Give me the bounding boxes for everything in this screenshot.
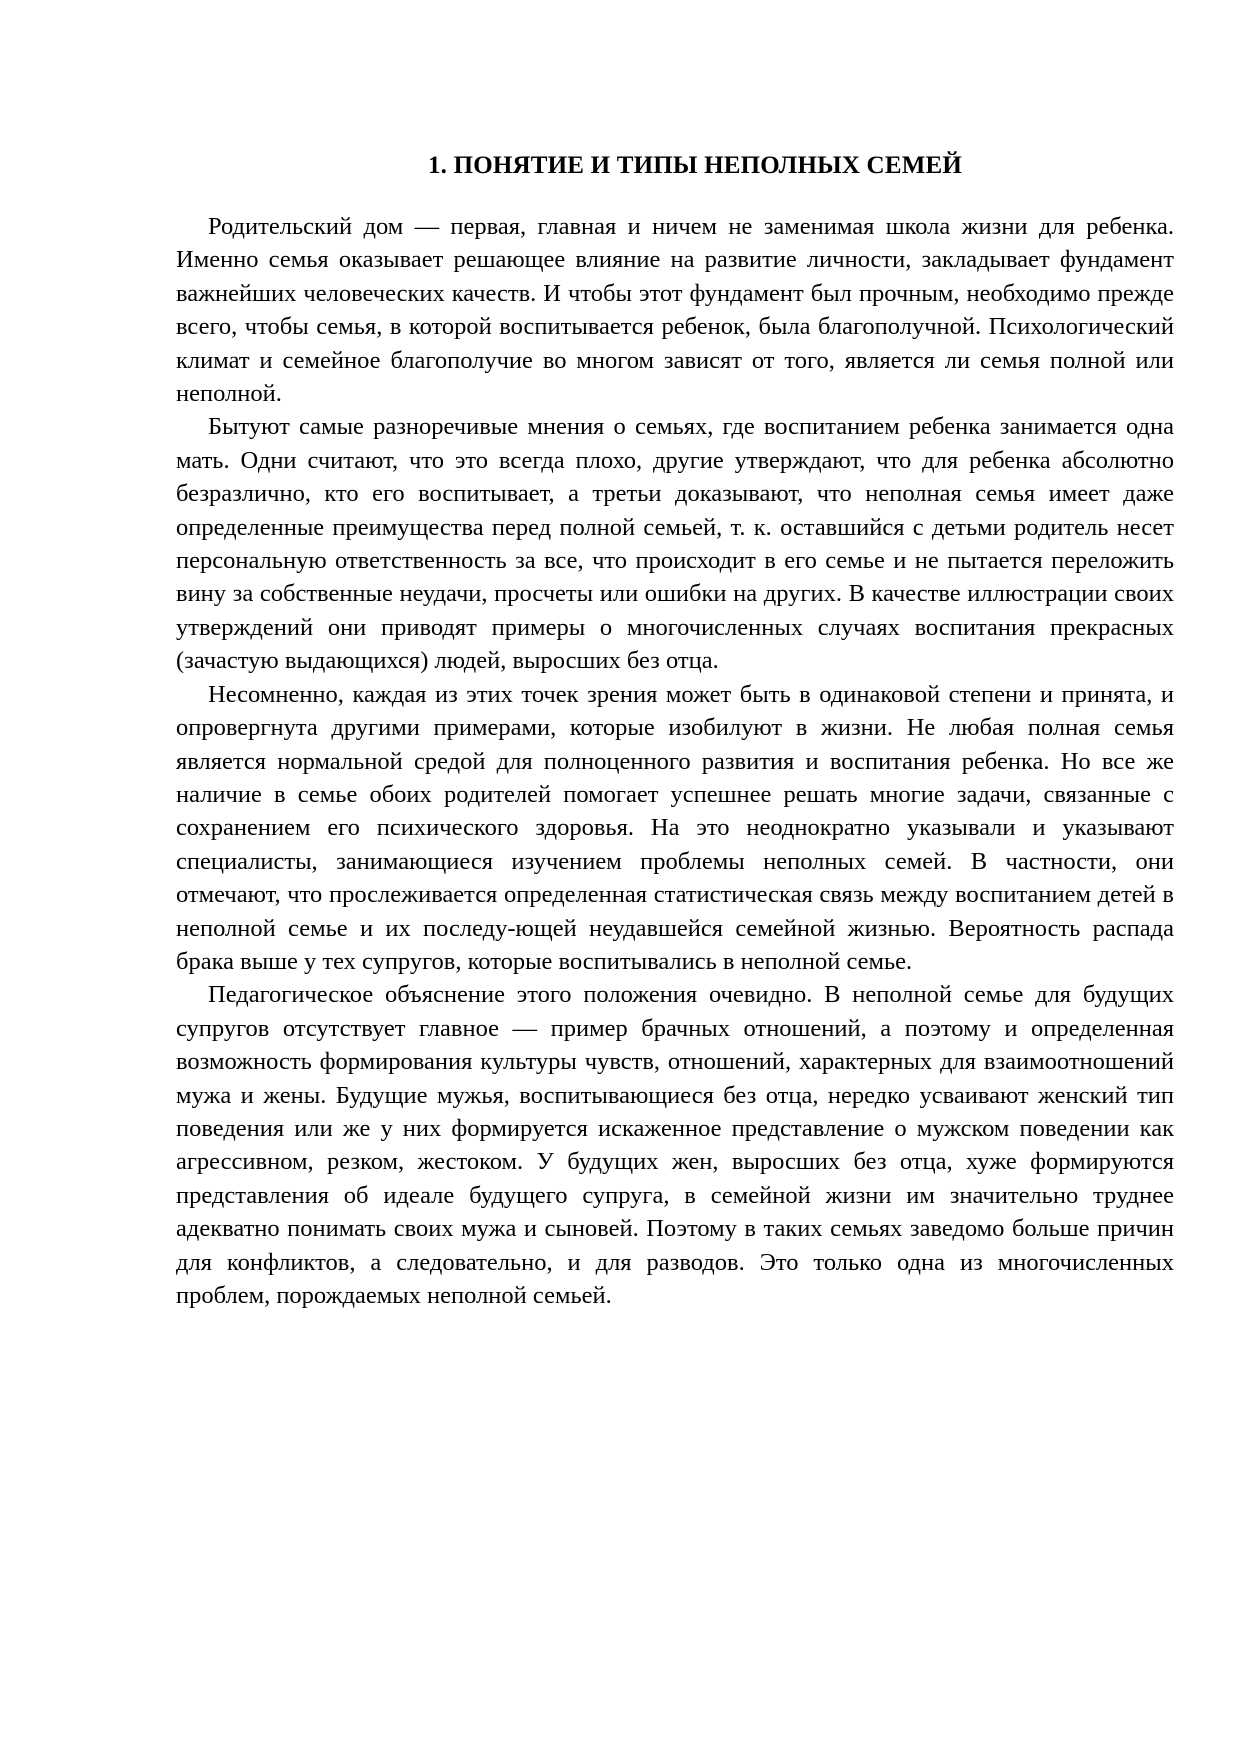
- paragraph: Бытуют самые разноречивые мнения о семьях, где воспитанием ребенка занимается одна мать. Одни считают, что это всегда плохо, другие утверждают, что для ребенка абсолютно безразлично, кто его воспитывает, а третьи доказывают, что неполная семья имеет даже определенные преимущества перед полной семьей, т. к. оставшийся с детьми родитель несет персональную ответственность за все, что происходит в его семье и не пытается переложить вину за собственные неудачи, просчеты или ошибки на других. В качестве иллюстрации своих утверждений они приводят примеры о многочисленных случаях воспитания прекрасных (зачастую выдающихся) людей, выросших без отца.: [176, 413, 1174, 675]
- section-title: 1. ПОНЯТИЕ И ТИПЫ НЕПОЛНЫХ СЕМЕЙ: [427, 152, 963, 179]
- paragraph: Несомненно, каждая из этих точек зрения может быть в одинаковой степени и принята, и опровергнута другими примерами, которые изобилуют в жизни. Не любая полная семья является нормальной средой для полноценного развития и воспитания ребенка. Но все же наличие в семье обоих родителей помогает успешнее решать многие задачи, связанные с сохранением его психического здоровья. На это неоднократно указывали и указывают специалисты, занимающиеся изучением проблемы неполных семей. В частности, они отмечают, что прослеживается определенная статистическая связь между воспитанием детей в неполной семье и их последу-ющей неудавшейся семейной жизнью. Вероятность распада брака выше у тех супругов, которые воспитывались в неполной семье.: [176, 680, 1174, 975]
- page-content: [176, 150, 1174, 1312]
- paragraph: Педагогическое объяснение этого положения очевидно. В неполной семье для будущих супругов отсутствует главное — пример брачных отношений, а поэтому и определенная возможность формирования культуры чувств, отношений, характерных для взаимоотношений мужа и жены. Будущие мужья, воспитывающиеся без отца, нередко усваивают женский тип поведения или же у них формируется искаженное представление о мужском поведении как агрессивном, резком, жестоком. У будущих жен, выросших без отца, хуже формируются представления об идеале будущего супруга, в семейной жизни им значительно труднее адекватно понимать своих мужа и сыновей. Поэтому в таких семьях заведомо больше причин для конфликтов, а следовательно, и для разводов. Это только одна из многочисленных проблем, порождаемых неполной семьей.: [176, 981, 1174, 1309]
- paragraph: Родительский дом — первая, главная и ничем не заменимая школа жизни для ребенка. Именно семья оказывает решающее влияние на развитие личности, закладывает фундамент важнейших человеческих качеств. И чтобы этот фундамент был прочным, необходимо прежде всего, чтобы семья, в которой воспитывается ребенок, была благополучной. Психологический климат и семейное благополучие во многом зависят от того, является ли семья полной или неполной.: [176, 213, 1174, 408]
